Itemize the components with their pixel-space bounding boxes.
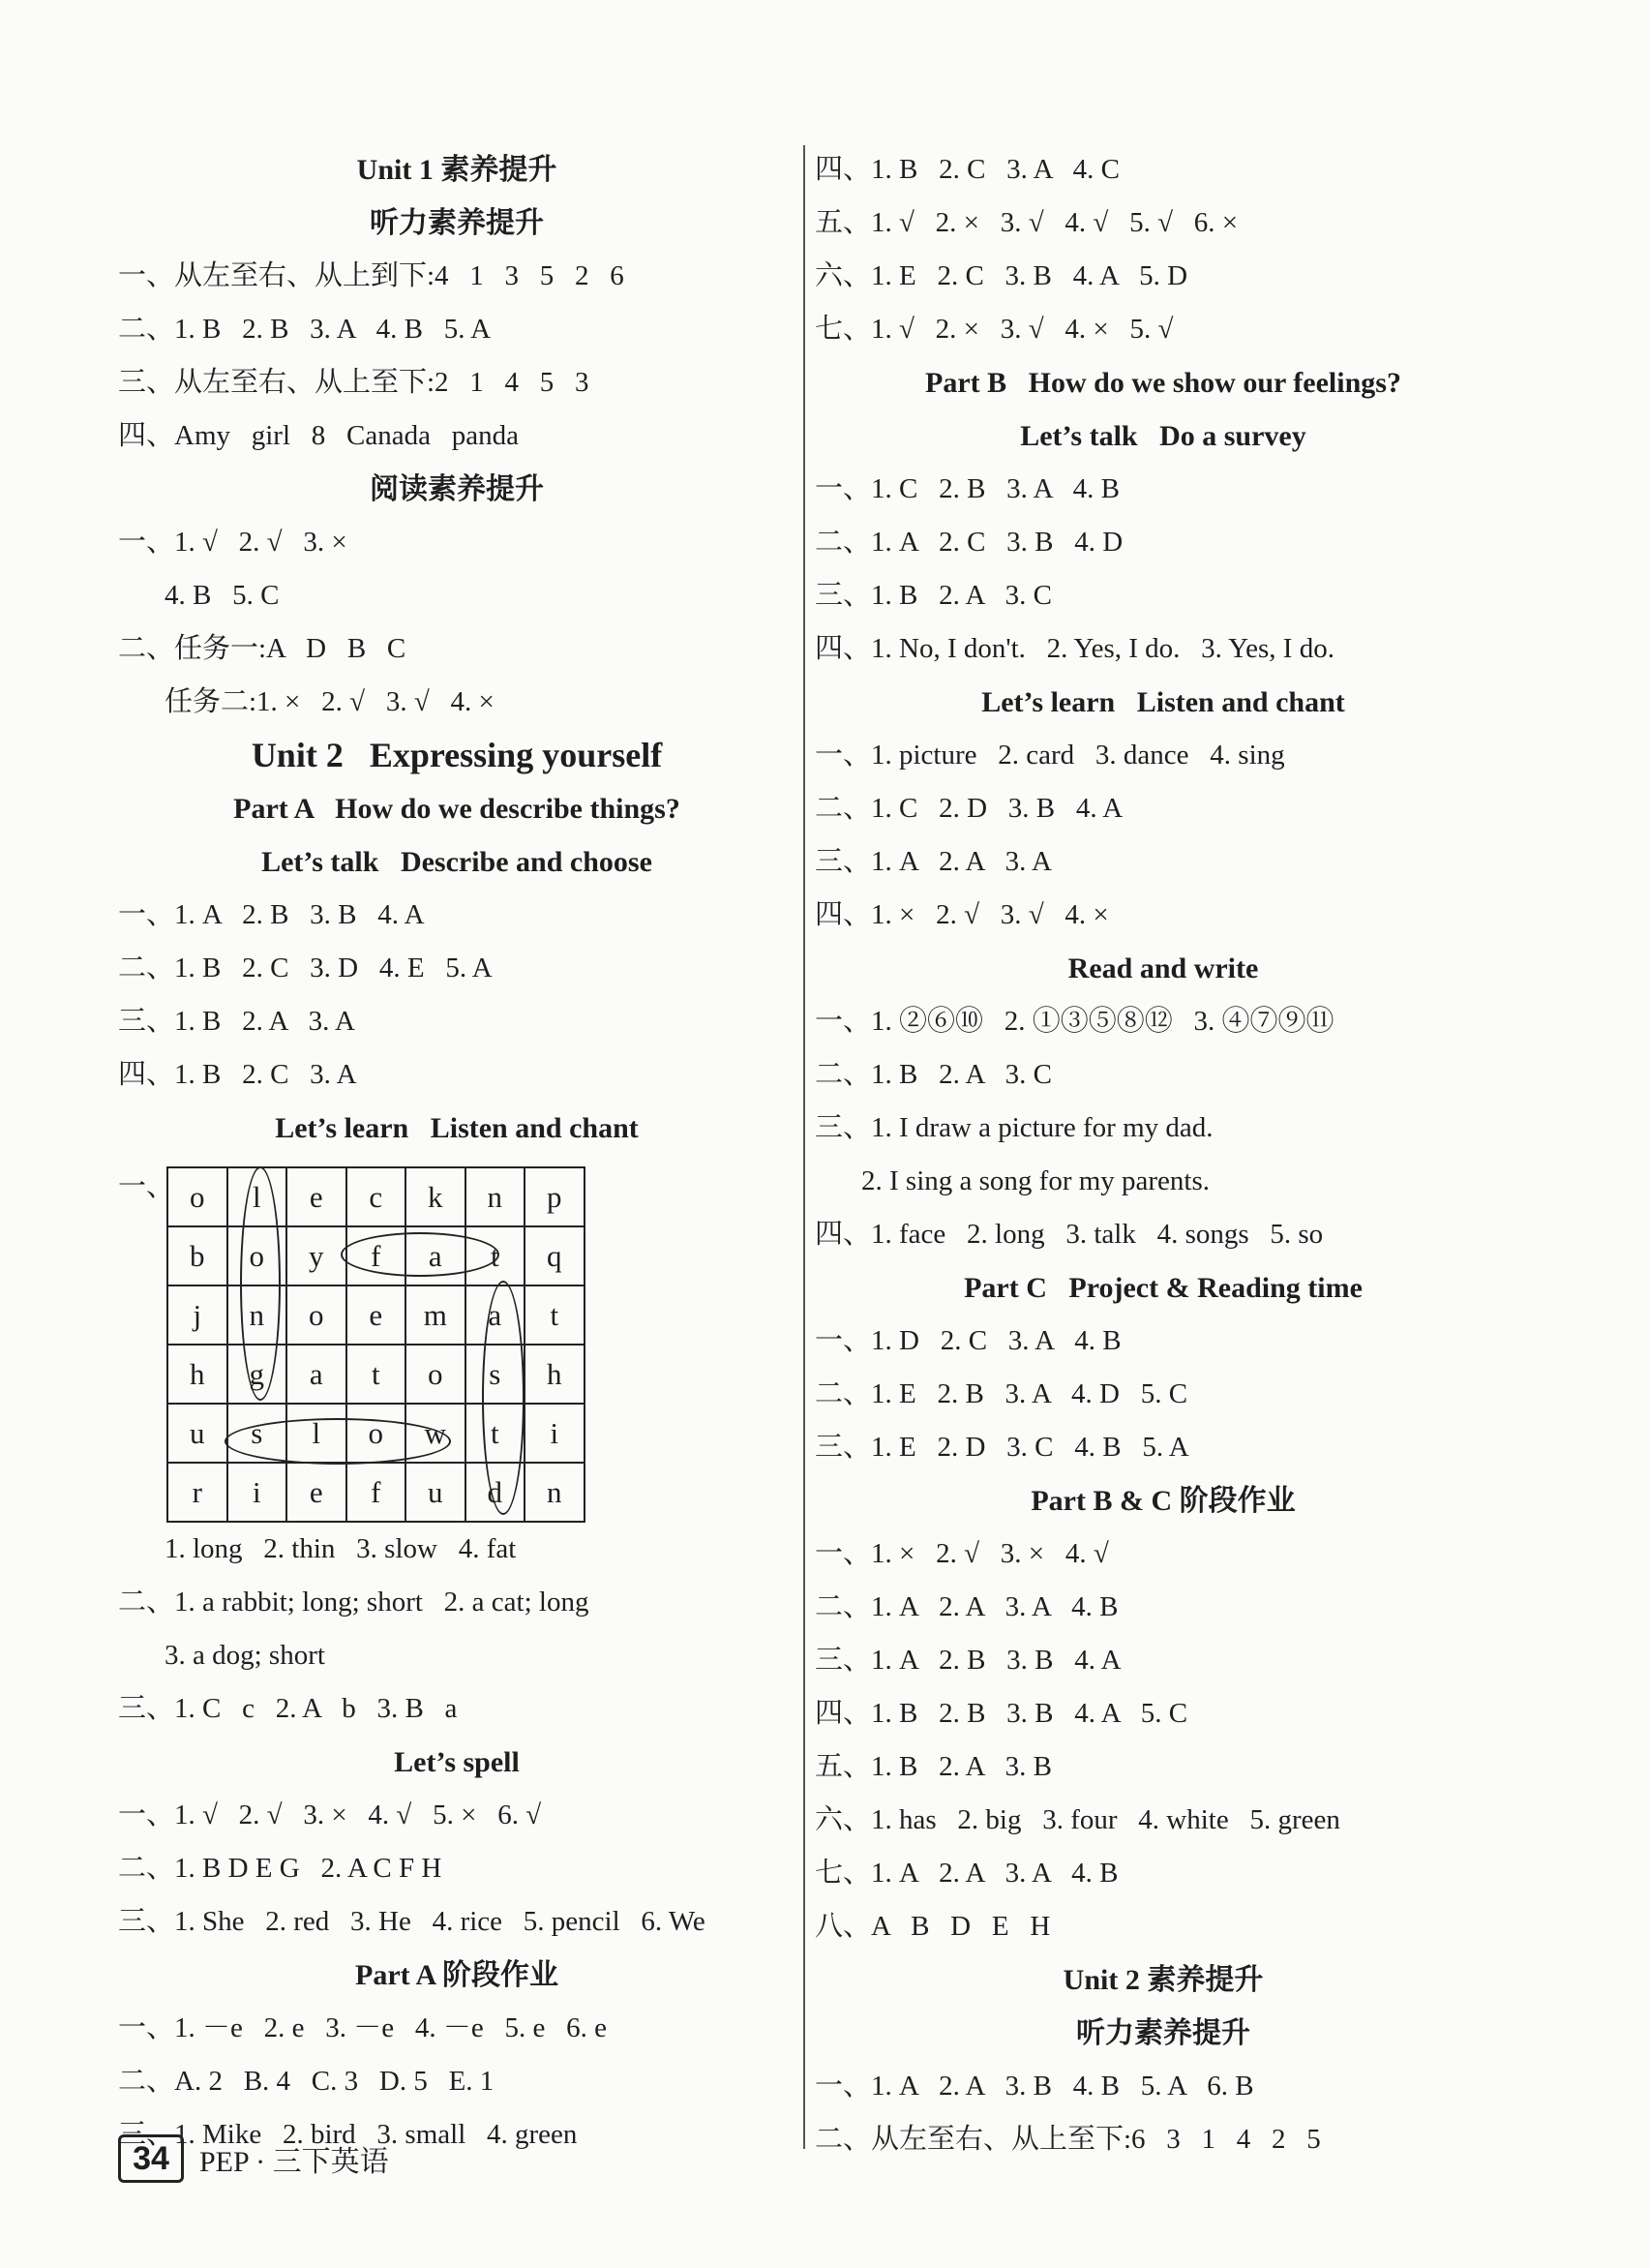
answer-line: 四、1. B 2. B 3. B 4. A 5. C bbox=[815, 1698, 1188, 1729]
grid-cell: f bbox=[346, 1463, 406, 1522]
grid-cell: s bbox=[227, 1404, 287, 1463]
answer-line: 4. B 5. C bbox=[165, 580, 280, 611]
answer-line: 三、从左至右、从上至下:2 1 4 5 3 bbox=[118, 367, 589, 398]
answer-line: 三、1. B 2. A 3. A bbox=[118, 1006, 355, 1037]
grid-cell: l bbox=[286, 1404, 346, 1463]
grid-cell: t bbox=[465, 1404, 525, 1463]
answer-line: 二、1. C 2. D 3. B 4. A bbox=[815, 793, 1124, 824]
oval-thin bbox=[482, 1281, 525, 1515]
answer-line: 四、1. B 2. C 3. A bbox=[118, 1059, 357, 1090]
answer-line: 五、1. B 2. A 3. B bbox=[815, 1751, 1052, 1782]
grid-cell: o bbox=[405, 1345, 465, 1404]
answer-line: 3. a dog; short bbox=[165, 1640, 325, 1671]
answer-line: 三、1. She 2. red 3. He 4. rice 5. pencil 6. We bbox=[118, 1906, 705, 1937]
answer-line: 五、1. √ 2. × 3. √ 4. √ 5. √ 6. × bbox=[815, 207, 1239, 238]
section-heading: 听力素养提升 bbox=[370, 207, 544, 239]
section-heading: Let’s learn Listen and chant bbox=[981, 686, 1345, 718]
answer-line: 三、1. A 2. B 3. B 4. A bbox=[815, 1645, 1122, 1676]
grid-cell: b bbox=[167, 1226, 227, 1285]
grid-cell: a bbox=[405, 1226, 465, 1285]
grid-cell: o bbox=[227, 1226, 287, 1285]
grid-cell: t bbox=[465, 1226, 525, 1285]
section-heading: Part A 阶段作业 bbox=[355, 1959, 558, 1991]
answer-line: 二、1. A 2. A 3. A 4. B bbox=[815, 1591, 1119, 1622]
book-title: PEP · 三下英语 bbox=[199, 2146, 389, 2178]
section-heading: Part B & C 阶段作业 bbox=[1031, 1485, 1296, 1517]
answer-line: 一、1. √ 2. √ 3. × 4. √ 5. × 6. √ bbox=[118, 1799, 542, 1830]
answer-line: 二、从左至右、从上至下:6 3 1 4 2 5 bbox=[815, 2124, 1321, 2155]
grid-cell: n bbox=[465, 1167, 525, 1226]
left-column bbox=[118, 143, 795, 2162]
left-answers-top bbox=[118, 143, 795, 1155]
section-heading: 阅读素养提升 bbox=[370, 473, 544, 505]
grid-cell: n bbox=[525, 1463, 585, 1522]
answer-line: 1. long 2. thin 3. slow 4. fat bbox=[165, 1533, 517, 1564]
answer-line: 四、1. × 2. √ 3. √ 4. × bbox=[815, 899, 1109, 930]
answer-line: 七、1. √ 2. × 3. √ 4. × 5. √ bbox=[815, 314, 1174, 345]
answer-line: 二、A. 2 B. 4 C. 3 D. 5 E. 1 bbox=[118, 2066, 495, 2097]
column-divider bbox=[803, 145, 805, 2149]
section-heading: Let’s talk Do a survey bbox=[1020, 420, 1306, 452]
grid-cell: d bbox=[465, 1463, 525, 1522]
grid-cell: h bbox=[167, 1345, 227, 1404]
answer-line: 三、1. C c 2. A b 3. B a bbox=[118, 1693, 458, 1724]
answer-line: 二、1. a rabbit; long; short 2. a cat; long bbox=[118, 1587, 589, 1618]
word-search-puzzle bbox=[118, 1163, 795, 1523]
grid-cell: o bbox=[346, 1404, 406, 1463]
grid-cell: q bbox=[525, 1226, 585, 1285]
word-grid-label: 一、 bbox=[118, 1171, 175, 1202]
answer-line: 一、1. × 2. √ 3. × 4. √ bbox=[815, 1538, 1109, 1569]
grid-cell: a bbox=[286, 1345, 346, 1404]
answer-line: 三、1. A 2. A 3. A bbox=[815, 846, 1052, 877]
grid-cell: c bbox=[346, 1167, 406, 1226]
answer-line: 三、1. E 2. D 3. C 4. B 5. A bbox=[815, 1432, 1189, 1463]
grid-cell: f bbox=[346, 1226, 406, 1285]
answer-line: 四、Amy girl 8 Canada panda bbox=[118, 420, 519, 451]
answer-line: 一、1. D 2. C 3. A 4. B bbox=[815, 1325, 1122, 1356]
answer-line: 三、1. Mike 2. bird 3. small 4. green bbox=[118, 2119, 578, 2150]
grid-cell: u bbox=[167, 1404, 227, 1463]
answer-line: 三、1. B 2. A 3. C bbox=[815, 580, 1052, 611]
answer-line: 四、1. B 2. C 3. A 4. C bbox=[815, 154, 1121, 185]
grid-cell: e bbox=[286, 1463, 346, 1522]
grid-cell: y bbox=[286, 1226, 346, 1285]
answer-line: 一、1. －e 2. e 3. －e 4. －e 5. e 6. e bbox=[118, 2012, 607, 2043]
section-heading: Part A How do we describe things? bbox=[233, 793, 680, 825]
section-heading: 听力素养提升 bbox=[1076, 2017, 1250, 2049]
page-number: 34 bbox=[118, 2134, 184, 2183]
section-heading: Read and write bbox=[1067, 953, 1259, 984]
answer-line: 一、1. A 2. B 3. B 4. A bbox=[118, 899, 425, 930]
section-heading: Unit 2 素养提升 bbox=[1063, 1964, 1264, 1996]
section-heading: Let’s spell bbox=[394, 1746, 520, 1778]
answer-line: 二、1. B D E G 2. A C F H bbox=[118, 1853, 442, 1884]
section-heading: Unit 1 素养提升 bbox=[356, 154, 557, 186]
answer-line: 任务二:1. × 2. √ 3. √ 4. × bbox=[165, 686, 495, 717]
answer-line: 一、1. C 2. B 3. A 4. B bbox=[815, 473, 1121, 504]
answer-line: 七、1. A 2. A 3. A 4. B bbox=[815, 1858, 1119, 1889]
grid-cell: h bbox=[525, 1345, 585, 1404]
right-column bbox=[815, 143, 1512, 2166]
left-answers-bottom bbox=[118, 1523, 795, 2162]
grid-cell: g bbox=[227, 1345, 287, 1404]
answer-line: 一、从左至右、从上到下:4 1 3 5 2 6 bbox=[118, 260, 624, 291]
answer-line: 三、1. I draw a picture for my dad. bbox=[815, 1112, 1214, 1143]
section-heading: Part B How do we show our feelings? bbox=[925, 367, 1401, 399]
grid-cell: i bbox=[227, 1463, 287, 1522]
oval-slow bbox=[225, 1418, 451, 1465]
answer-line: 四、1. No, I don't. 2. Yes, I do. 3. Yes, I do. bbox=[815, 633, 1334, 664]
section-heading: Part C Project & Reading time bbox=[964, 1272, 1363, 1304]
grid-row bbox=[167, 1167, 585, 1226]
grid-cell: e bbox=[286, 1167, 346, 1226]
grid-cell: j bbox=[167, 1285, 227, 1345]
right-answers bbox=[815, 143, 1512, 2166]
grid-cell: o bbox=[167, 1167, 227, 1226]
section-heading: Unit 2 Expressing yourself bbox=[251, 736, 663, 774]
grid-cell: s bbox=[465, 1345, 525, 1404]
section-heading: Let’s talk Describe and choose bbox=[261, 846, 652, 878]
grid-cell: t bbox=[525, 1285, 585, 1345]
grid-cell: a bbox=[465, 1285, 525, 1345]
answer-line: 二、1. A 2. C 3. B 4. D bbox=[815, 527, 1124, 558]
grid-cell: n bbox=[227, 1285, 287, 1345]
answer-line: 六、1. has 2. big 3. four 4. white 5. green bbox=[815, 1804, 1340, 1835]
grid-cell: l bbox=[227, 1167, 287, 1226]
grid-cell: o bbox=[286, 1285, 346, 1345]
answer-line: 2. I sing a song for my parents. bbox=[861, 1165, 1211, 1196]
grid-cell: w bbox=[405, 1404, 465, 1463]
answer-line: 一、1. ②⑥⑩ 2. ①③⑤⑧⑫ 3. ④⑦⑨⑪ bbox=[815, 1006, 1334, 1037]
grid-row bbox=[167, 1463, 585, 1522]
answer-line: 一、1. √ 2. √ 3. × bbox=[118, 527, 347, 558]
answer-line: 二、1. E 2. B 3. A 4. D 5. C bbox=[815, 1378, 1188, 1409]
answer-line: 二、1. B 2. B 3. A 4. B 5. A bbox=[118, 314, 492, 345]
grid-cell: e bbox=[346, 1285, 406, 1345]
grid-row bbox=[167, 1285, 585, 1345]
grid-cell: u bbox=[405, 1463, 465, 1522]
page-footer bbox=[118, 2134, 389, 2183]
grid-cell: t bbox=[346, 1345, 406, 1404]
answer-line: 一、1. A 2. A 3. B 4. B 5. A 6. B bbox=[815, 2071, 1254, 2102]
grid-cell: m bbox=[405, 1285, 465, 1345]
oval-fat bbox=[341, 1232, 499, 1277]
answer-line: 二、任务一:A D B C bbox=[118, 633, 406, 664]
answer-line: 四、1. face 2. long 3. talk 4. songs 5. so bbox=[815, 1219, 1324, 1250]
grid-cell: p bbox=[525, 1167, 585, 1226]
answer-line: 八、A B D E H bbox=[815, 1911, 1051, 1942]
answer-line: 二、1. B 2. A 3. C bbox=[815, 1059, 1052, 1090]
answer-line: 一、1. picture 2. card 3. dance 4. sing bbox=[815, 740, 1285, 771]
answer-line: 六、1. E 2. C 3. B 4. A 5. D bbox=[815, 260, 1188, 291]
grid-cell: i bbox=[525, 1404, 585, 1463]
grid-cell: k bbox=[405, 1167, 465, 1226]
answer-line: 二、1. B 2. C 3. D 4. E 5. A bbox=[118, 953, 493, 983]
oval-long bbox=[240, 1166, 281, 1401]
section-heading: Let’s learn Listen and chant bbox=[275, 1112, 639, 1144]
grid-cell: r bbox=[167, 1463, 227, 1522]
